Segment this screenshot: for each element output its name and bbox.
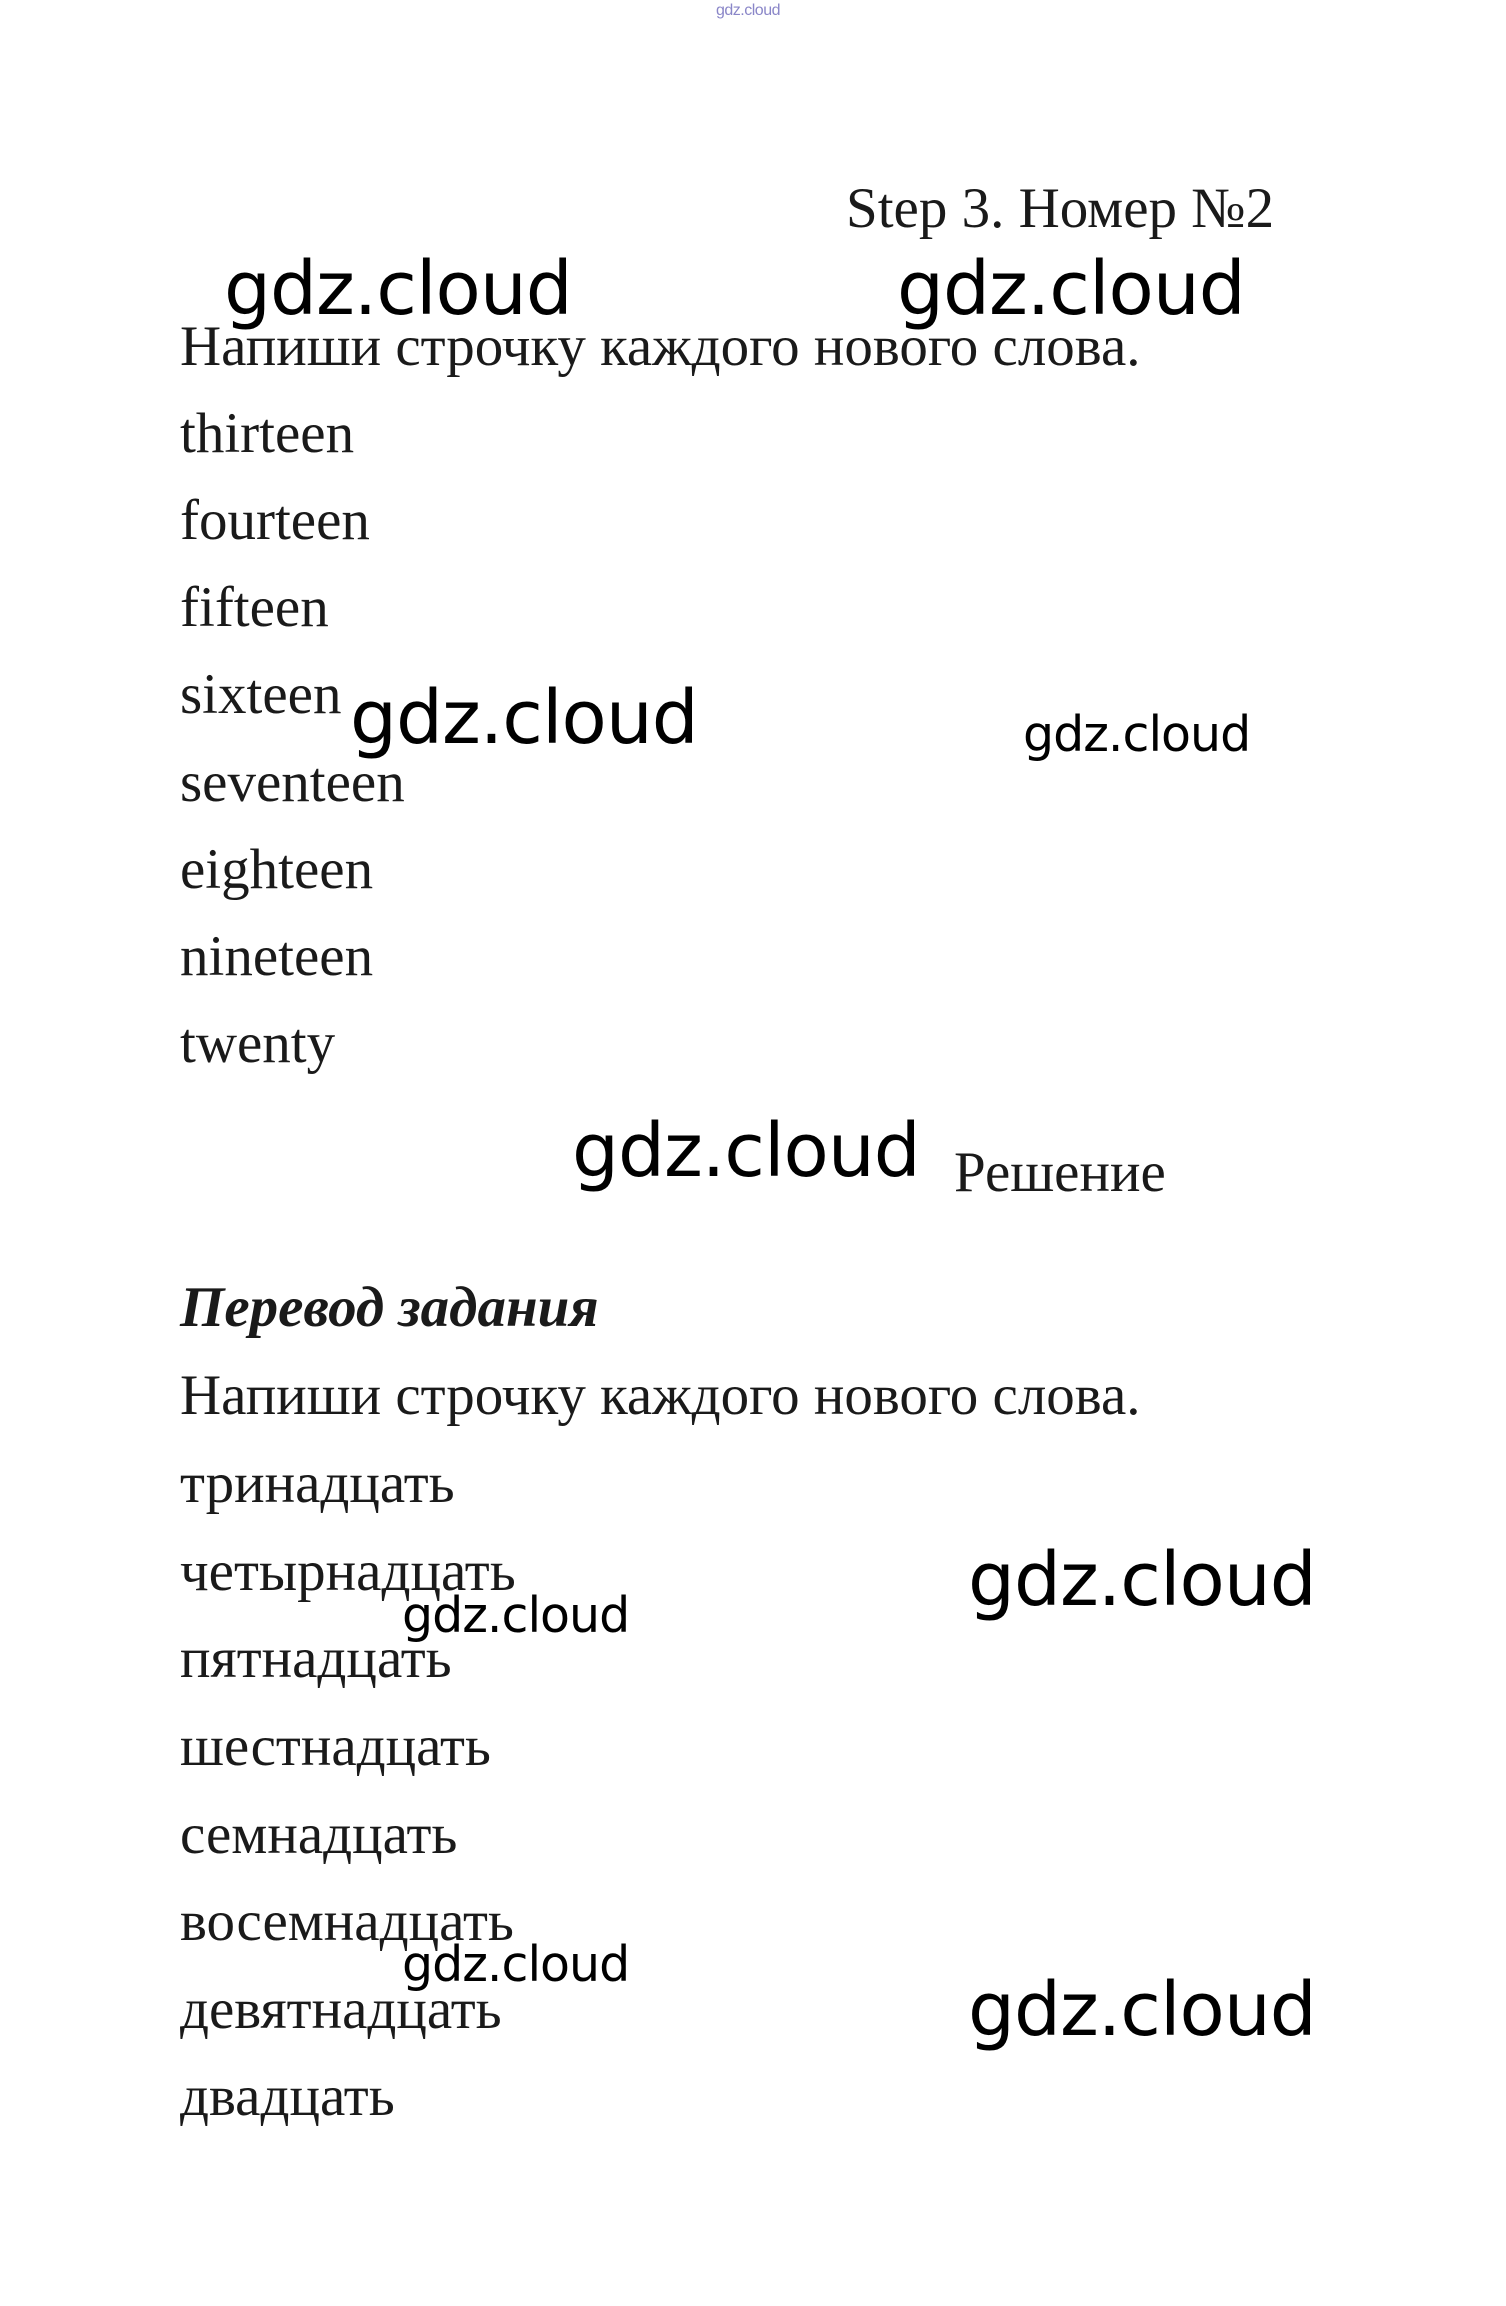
word-line: twenty — [180, 1012, 336, 1075]
translation-word-line: девятнадцать — [180, 1978, 502, 2041]
top-watermark: gdz.cloud — [716, 2, 780, 19]
word-line: nineteen — [180, 925, 374, 988]
word-line: fifteen — [180, 576, 329, 639]
translation-title: Перевод задания — [180, 1276, 599, 1339]
watermark: gdz.cloud — [968, 1967, 1316, 2053]
watermark: gdz.cloud — [1023, 706, 1251, 763]
watermark: gdz.cloud — [224, 246, 572, 332]
translation-word-line: семнадцать — [180, 1803, 458, 1866]
word-line: seventeen — [180, 751, 405, 814]
translation-word-line: восемнадцать — [180, 1890, 514, 1953]
watermark: gdz.cloud — [402, 1936, 630, 1993]
translation-word-line: тринадцать — [180, 1452, 455, 1515]
solution-label: Решение — [954, 1141, 1166, 1204]
watermark: gdz.cloud — [350, 675, 698, 761]
watermark: gdz.cloud — [572, 1108, 920, 1194]
translation-instruction: Напиши строчку каждого нового слова. — [180, 1364, 1141, 1427]
watermark: gdz.cloud — [402, 1587, 630, 1644]
word-line: sixteen — [180, 663, 342, 726]
word-line: fourteen — [180, 489, 370, 552]
translation-word-line: четырнадцать — [180, 1540, 516, 1603]
watermark: gdz.cloud — [897, 246, 1245, 332]
translation-word-line: пятнадцать — [180, 1627, 452, 1690]
translation-word-line: двадцать — [180, 2065, 395, 2128]
translation-word-line: шестнадцать — [180, 1715, 491, 1778]
watermark: gdz.cloud — [968, 1537, 1316, 1623]
exercise-heading: Step 3. Номер №2 — [846, 177, 1275, 240]
task-instruction: Напиши строчку каждого нового слова. — [180, 315, 1141, 378]
word-line: thirteen — [180, 402, 355, 465]
word-line: eighteen — [180, 838, 374, 901]
